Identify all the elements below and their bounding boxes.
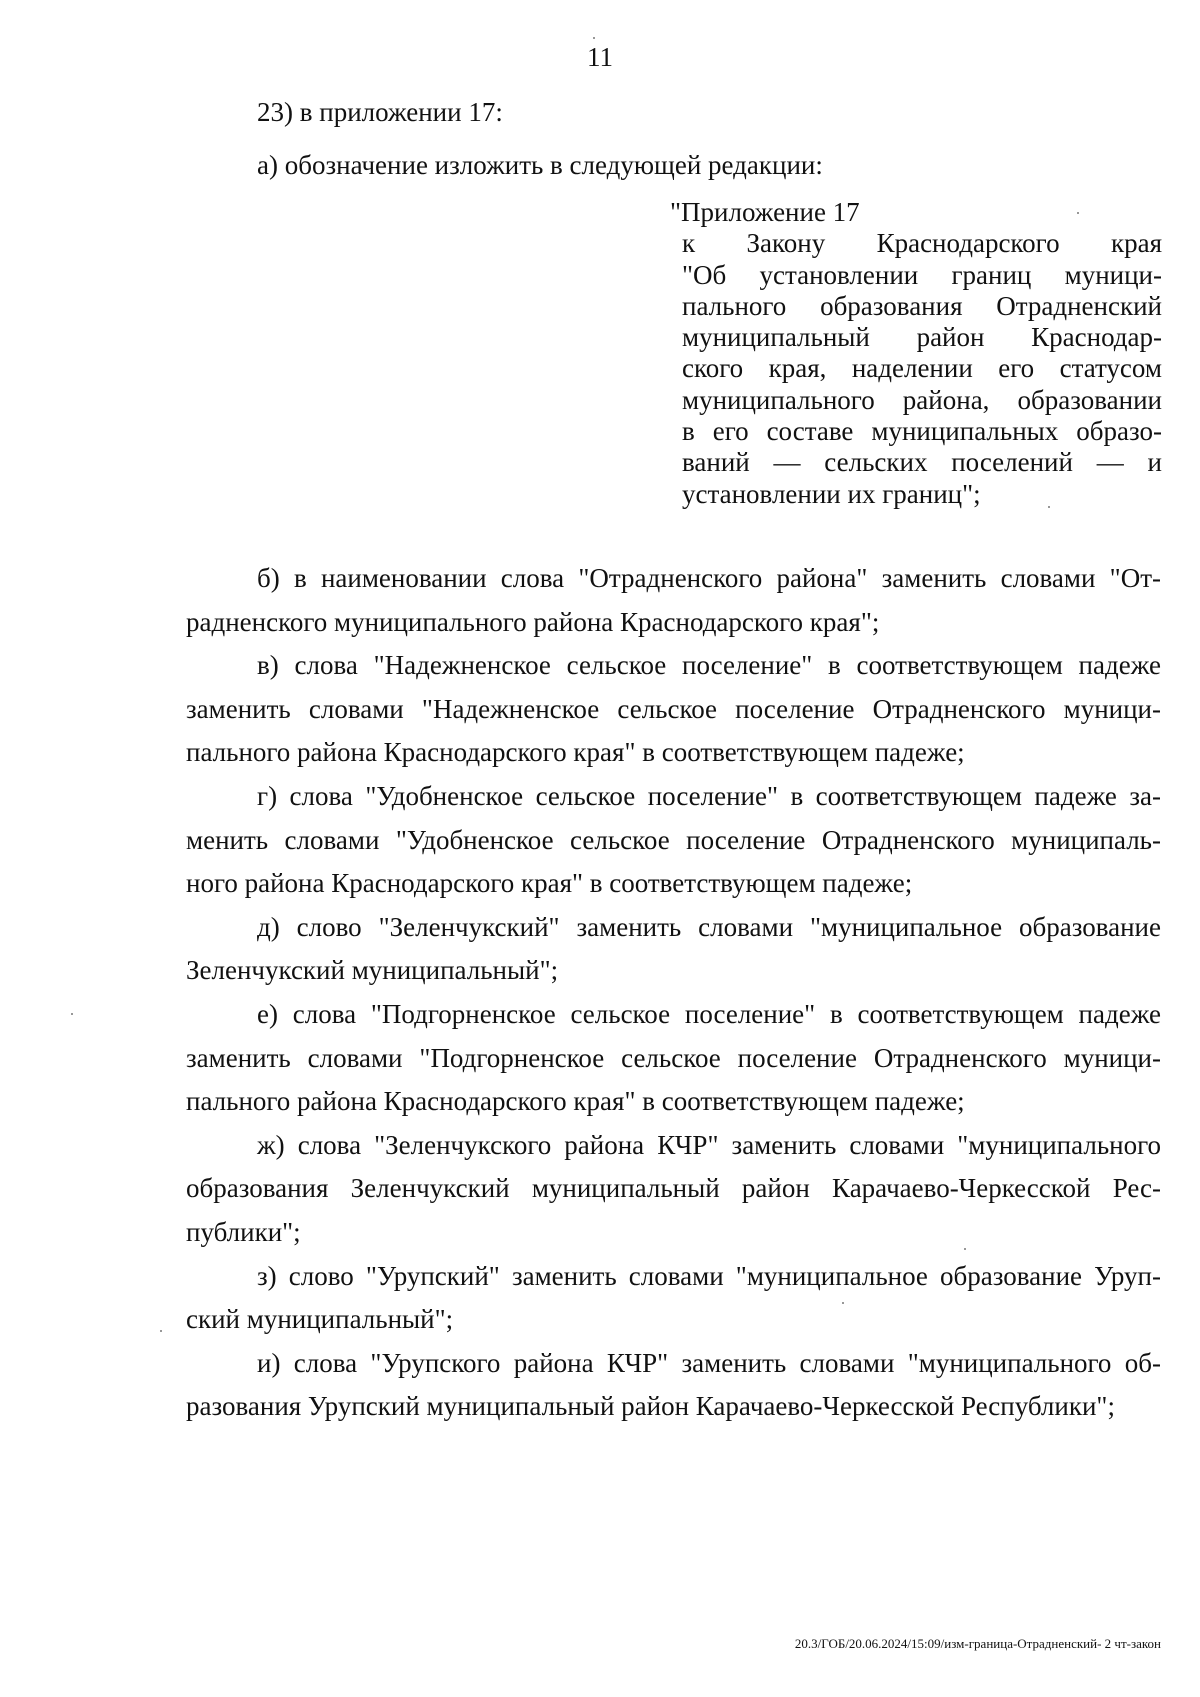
text-line: и) слова "Урупского района КЧР" заменить словами "муниципального об- (257, 1347, 1161, 1378)
text-line: ж) слова "Зеленчукского района КЧР" заменить словами "муниципального (257, 1129, 1161, 1160)
text-line: г) слова "Удобненское сельское поселение" в соответствующем падеже за- (257, 780, 1161, 811)
scan-speck (1048, 506, 1050, 508)
text-line: заменить словами "Подгорненское сельское поселение Отрадненского муници- (186, 1042, 1161, 1073)
text-line: разования Урупский муниципальный район Карачаево-Черкесской Республики"; (186, 1391, 1115, 1422)
text-line: б) в наименовании слова "Отрадненского района" заменить словами "От- (257, 563, 1161, 593)
text-line: е) слова "Подгорненское сельское поселение" в соответствующем падеже (257, 998, 1161, 1029)
paragraph-e (186, 993, 1161, 1124)
text-line: менить словами "Удобненское сельское поселение Отрадненского муниципаль- (186, 824, 1161, 855)
scan-speck (964, 1248, 966, 1250)
text-line: ного района Краснодарского края" в соответствующем падеже; (186, 868, 913, 899)
paragraph-i (186, 1342, 1161, 1429)
scan-speck (160, 1330, 162, 1332)
text-line: образования Зеленчукский муниципальный район Карачаево-Черкесской Рес- (186, 1173, 1161, 1204)
appendix-line: муниципальный район Краснодар- (682, 322, 1162, 353)
paragraph-zh (186, 1124, 1161, 1255)
appendix-line: "Об установлении границ муници- (682, 259, 1162, 290)
item-23-heading: 23) в приложении 17: (257, 97, 503, 127)
appendix-header-block (670, 197, 1162, 510)
text-line: пального района Краснодарского края" в соответствующем падеже; (186, 1086, 965, 1117)
appendix-line: пального образования Отрадненский (682, 290, 1162, 321)
text-line: заменить словами "Надежненское сельское поселение Отрадненского муници- (186, 693, 1161, 724)
page-number: 11 (587, 42, 613, 72)
appendix-line: ваний — сельских поселений — и (682, 447, 1162, 478)
paragraph-z (186, 1255, 1161, 1342)
document-footer-stamp: 20.3/ГОБ/20.06.2024/15:09/изм-граница-Отрадненский- 2 чт-закон (794, 1636, 1161, 1651)
appendix-line: установлении их границ"; (682, 478, 981, 509)
paragraph-b (186, 557, 1161, 644)
text-line: пального района Краснодарского края" в соответствующем падеже; (186, 737, 965, 768)
appendix-line: в его составе муниципальных образо- (682, 416, 1162, 447)
subitem-a-heading: а) обозначение изложить в следующей редакции: (257, 150, 823, 180)
text-line: з) слово "Урупский" заменить словами "муниципальное образование Уруп- (257, 1260, 1161, 1291)
amendments-body (186, 557, 1161, 1429)
text-line: в) слова "Надежненское сельское поселение" в соответствующем падеже (257, 650, 1161, 681)
appendix-line: муниципального района, образовании (682, 384, 1162, 415)
scan-speck (593, 37, 595, 39)
paragraph-v (186, 644, 1161, 775)
text-line: ский муниципальный"; (186, 1304, 454, 1335)
appendix-title: "Приложение 17 (670, 197, 860, 227)
appendix-line: ского края, наделении его статусом (682, 353, 1162, 384)
paragraph-g (186, 775, 1161, 906)
text-line: д) слово "Зеленчукский" заменить словами "муниципальное образование (257, 911, 1161, 942)
text-line: радненского муниципального района Краснодарского края"; (186, 606, 880, 637)
text-line: Зеленчукский муниципальный"; (186, 955, 559, 986)
scan-speck (71, 1013, 73, 1015)
scan-speck (842, 1302, 844, 1304)
scan-speck (1077, 212, 1079, 214)
text-line: публики"; (186, 1216, 301, 1247)
appendix-line: к Закону Краснодарского края (682, 228, 1162, 259)
paragraph-d (186, 906, 1161, 993)
